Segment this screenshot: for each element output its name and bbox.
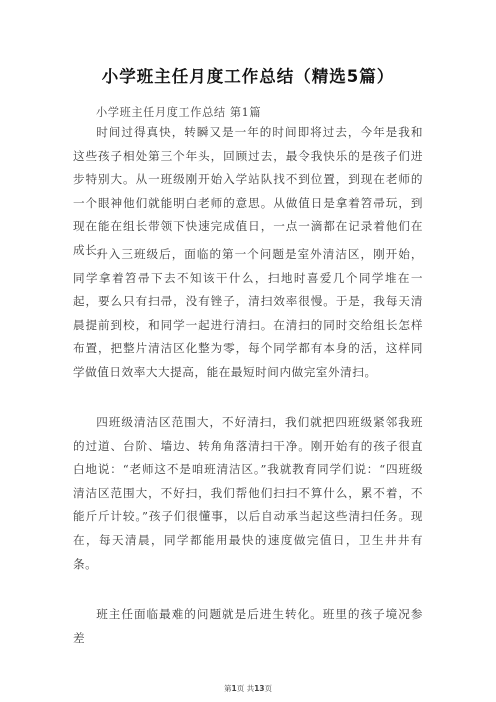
footer-page-number: 1 bbox=[231, 684, 237, 693]
footer-suffix: 页 bbox=[264, 684, 273, 693]
document-title: 小学班主任月度工作总结（精选5篇） bbox=[101, 67, 395, 86]
page-footer bbox=[0, 683, 496, 694]
paragraph-1: 时间过得真快，转瞬又是一年的时间即将过去，今年是我和这些孩子相处第三个年头，回顾过去，最令我快乐的是孩子们进步特别大。从一班级刚开始入学站队找不到位置，到现在老师的一个眼神他们就能明白老师的意思。从做值日是拿着笤帚玩，到现在能在组长带领下快速完成值日，一点一滴都在记录着他们在成长。 bbox=[73, 125, 423, 257]
section-heading: 小学班主任月度工作总结 第1篇 bbox=[96, 106, 262, 119]
paragraph-2: 升入三班级后，面临的第一个问题是室外清洁区，刚开始，同学拿着笤帚下去不知该干什么，扫地时喜爱几个同学堆在一起，要么只有扫帚，没有锉子，清扫效率很慢。于是，我每天清晨提前到校，和同学一起进行清扫。在清扫的同时交给组长怎样布置，把整片清洁区化整为零，每个同学都有本身的活，这样同学做值日效率大大提高，能在最短时间内做完室外清扫。 bbox=[73, 247, 423, 379]
paragraph-3: 四班级清洁区范围大，不好清扫，我们就把四班级紧邻我班的过道、台阶、墙边、转角角落清扫干净。刚开始有的孩子很直白地说：“老师这不是咱班清洁区。”我就教育同学们说：“四班级清洁区范围大，不好扫，我们帮他们扫扫不算什么，累不着，不能斤斤计较。”孩子们很懂事，以后自动承当起这些清扫任务。现在，每天清晨，同学都能用最快的速度做完值日，卫生井井有条。 bbox=[73, 415, 423, 571]
footer-prefix: 第 bbox=[223, 684, 232, 693]
paragraph-4: 班主任面临最难的问题就是后进生转化。班里的孩子境况参差 bbox=[73, 607, 423, 645]
footer-middle: 页 共 bbox=[236, 684, 255, 693]
footer-page-total: 13 bbox=[254, 684, 265, 693]
